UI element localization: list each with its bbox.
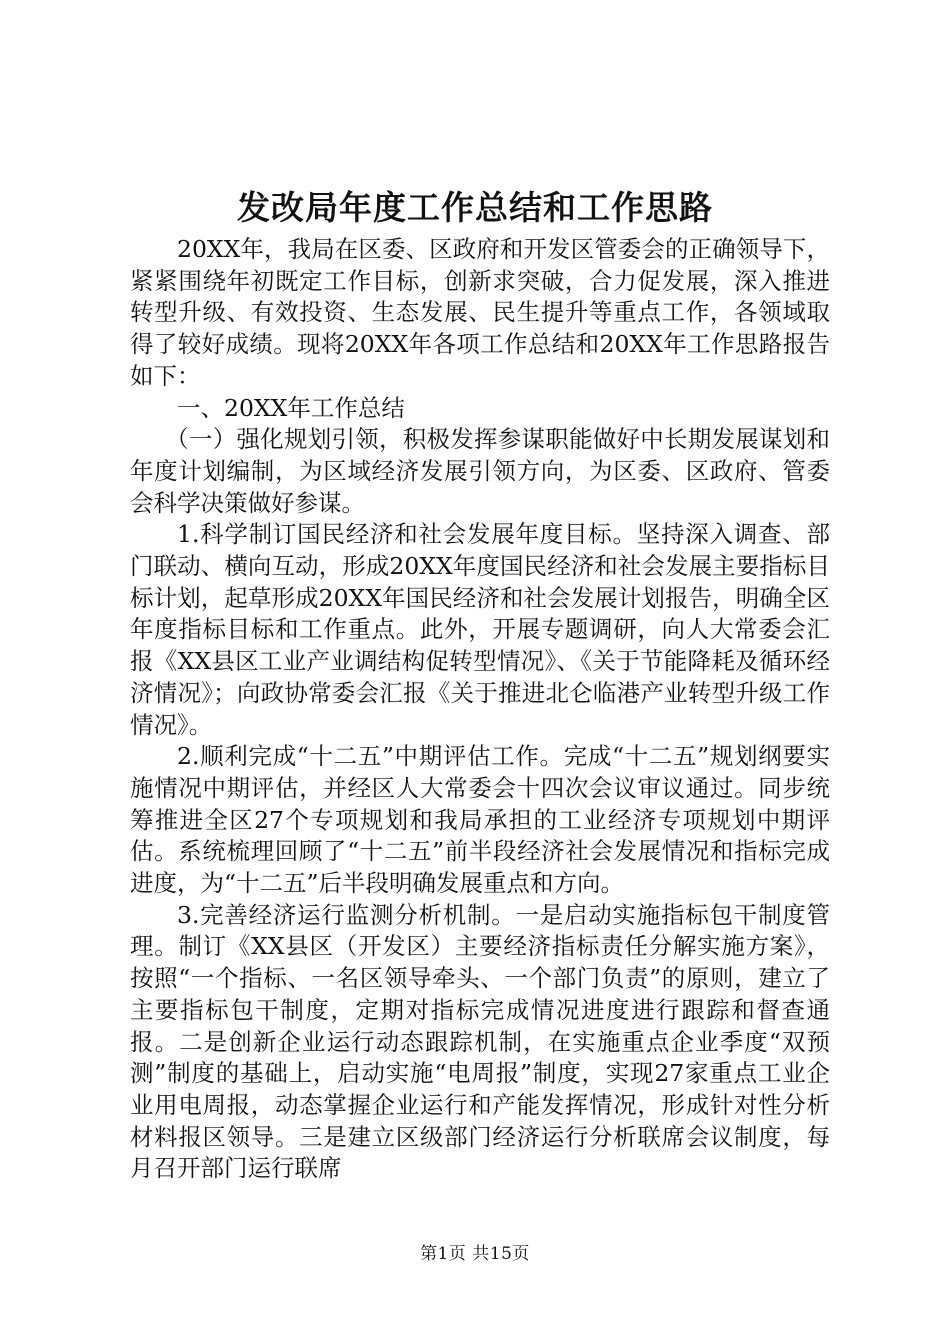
item-paragraph-3: 3.完善经济运行监测分析机制。一是启动实施指标包干制度管理。制订《XX县区（开发区）主要经济指标责任分解实施方案》，按照“一个指标、一名区领导牵头、一个部门负责”的原则，建立了主要指标包干制度，定期对指标完成情况进度进行跟踪和督查通报。二是创新企业运行动态跟踪机制，在实施重点企业季度“双预测”制度的基础上，启动实施“电周报”制度，实现27家重点工业企业用电周报，动态掌握企业运行和产能发挥情况，形成针对性分析材料报区领导。三是建立区级部门经济运行分析联席会议制度，每月召开部门运行联席 xyxy=(130,900,830,1183)
section-heading: 一、20XX年工作总结 xyxy=(177,393,405,422)
document-body xyxy=(130,234,830,1185)
subsection-heading: （一）强化规划引领，积极发挥参谋职能做好中长期发展谋划和年度计划编制，为区域经济发展引领方向，为区委、区政府、管委会科学决策做好参谋。 xyxy=(130,425,830,517)
intro-paragraph: 20XX年，我局在区委、区政府和开发区管委会的正确领导下，紧紧围绕年初既定工作目标，创新求突破，合力促发展，深入推进转型升级、有效投资、生态发展、民生提升等重点工作，各领域取得了较好成绩。现将20XX年各项工作总结和20XX年工作思路报告如下： xyxy=(130,235,830,390)
document-title: 发改局年度工作总结和工作思路 xyxy=(237,188,713,227)
item-paragraph-1: 1.科学制订国民经济和社会发展年度目标。坚持深入调查、部门联动、横向互动，形成20XX年度国民经济和社会发展主要指标目标计划，起草形成20XX年国民经济和社会发展计划报告，明确全区年度指标目标和工作重点。此外，开展专题调研，向人大常委会汇报《XX县区工业产业调结构促转型情况》、《关于节能降耗及循环经济情况》；向政协常委会汇报《关于推进北仑临港产业转型升级工作情况》。 xyxy=(130,520,830,739)
page-indicator: 第1页 共15页 xyxy=(420,1244,530,1264)
item-paragraph-2: 2.顺利完成“十二五”中期评估工作。完成“十二五”规划纲要实施情况中期评估，并经区人大常委会十四次会议审议通过。同步统筹推进全区27个专项规划和我局承担的工业经济专项规划中期评估。系统梳理回顾了“十二五”前半段经济社会发展情况和指标完成进度，为“十二五”后半段明确发展重点和方向。 xyxy=(130,742,830,898)
